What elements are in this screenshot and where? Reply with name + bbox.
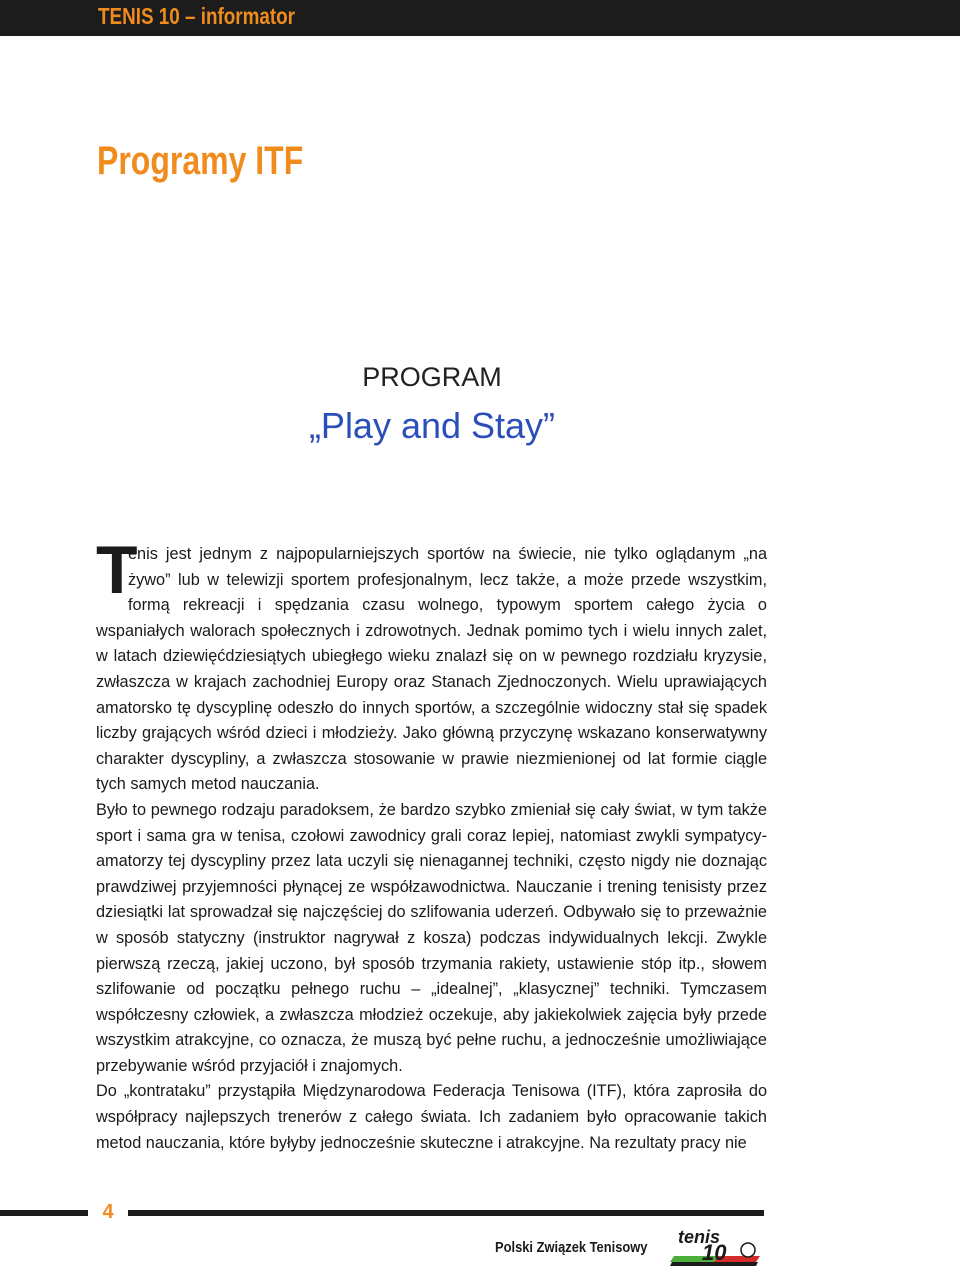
footer-rule-left xyxy=(0,1210,88,1216)
drop-cap: T xyxy=(96,532,138,608)
paragraph-1 xyxy=(96,532,767,798)
page-number: 4 xyxy=(102,1201,114,1223)
article-body xyxy=(96,532,767,1156)
paragraph-3: Do „kontrataku” przystąpiła Międzynarodowa Federacja Tenisowa (ITF), która zaprosiła do współpracy najlepszych trenerów z całego świata. Ich zadaniem było opracowanie takich metod nauczania, które byłyby jednocześnie skuteczne i atrakcyjne. Na rezultaty pracy nie xyxy=(96,1082,767,1152)
publisher-name: Polski Związek Tenisowy xyxy=(495,1239,648,1256)
logo-number: 10 xyxy=(702,1240,727,1265)
header-title: TENIS 10 – informator xyxy=(98,3,296,29)
paragraph-2: Było to pewnego rodzaju paradoksem, że bardzo szybko zmieniał się cały świat, w tym także sport i sama gra w tenisa, czołowi zawodnicy grali coraz lepiej, natomiast zwykli sympatycy-amatorzy tej dyscypliny przez lata uczyli się nienagannej techniki, często nigdy nie doznając prawdziwej przyjemności płynącej ze współzawodnictwa. Nauczanie i trening tenisisty przez dziesiątki lat sprowadzał się najczęściej do szlifowania uderzeń. Odbywało się to przeważnie w sposób statyczny (instruktor nagrywał z kosza) podczas indywidualnych lekcji. Zwykle pierwszą rzeczą, jakiej uczono, był sposób trzymania rakiety, ustawienie stóp itp., słowem szlifowanie od początku pełnego ruchu – „idealnej”, „klasycznej” techniki. Tymczasem współczesny człowiek, a zwłaszcza młodzież oczekuje, aby jakiekolwiek zajęcia były przede wszystkim atrakcyjne, co oznacza, że muszą być pełne ruchu, a jednocześnie umożliwiające przebywanie wśród przyjaciół i znajomych. xyxy=(96,800,767,1075)
program-name: „Play and Stay” xyxy=(308,405,556,446)
section-title: Programy ITF xyxy=(97,139,304,183)
paragraph-1-text: enis jest jednym z najpopularniejszych sportów na świecie, nie tylko oglądanym „na żywo” lub w telewizji sportem profesjonalnym, lecz także, a może przede wszystkim, formą rekreacji i spędzania czasu wolnego, typowym sportem całego życia o wspaniałych walorach społecznych i zdrowotnych. Jednak pomimo tych i wielu innych zalet, w latach dziewięćdziesiątych ubiegłego wieku znalazł się on w pewnego rozdziału kryzysie, zwłaszcza w krajach zachodniej Europy oraz Stanach Zjednoczonych. Wielu uprawiających amatorsko tę dyscyplinę odeszło do innych sportów, a szczególnie widoczny stał się spadek liczby grających wśród dzieci i młodzieży. Jako główną przyczynę wskazano konserwatywny charakter dyscypliny, a zwłaszcza stosowanie w prawie niezmienionej od lat formie ciągle tych samych metod nauczania. xyxy=(96,545,767,794)
tennis-ball-icon xyxy=(741,1243,755,1257)
tenis-10-logo xyxy=(668,1226,764,1270)
logo-word: tenis xyxy=(678,1227,721,1247)
program-label: PROGRAM xyxy=(362,362,502,392)
footer-rule-right xyxy=(128,1210,764,1216)
